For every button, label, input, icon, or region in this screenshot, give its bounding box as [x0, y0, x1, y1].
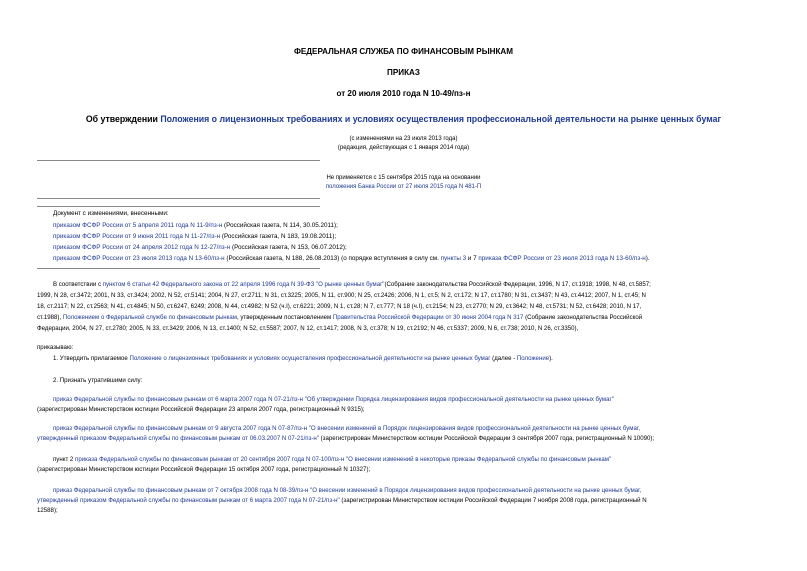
change-item: приказом ФСФР России от 5 апреля 2011 года N 11-9/пз-н (Российская газета, N 114, 30.05.2011);	[53, 222, 338, 229]
repealed-order-link[interactable]: приказ Федеральной службы по финансовым рынкам от 6 марта 2007 года N 07-21/пз-н "Об утверждении Порядка лицензирования видов профессиональной деятельности на рынке ценных бумаг"	[53, 396, 614, 403]
agency-name: ФЕДЕРАЛЬНАЯ СЛУЖБА ПО ФИНАНСОВЫМ РЫНКАМ	[293, 46, 514, 56]
edition-note-2: (редакция, действующая с 1 января 2014 года)	[337, 144, 470, 151]
basis-line: ст.1988), Положением о Федеральной службе по финансовым рынкам, утвержденным постановлением Правительства Российской Федерации от 30 июня 2004 года N 317 (Собрание законодательства Российской	[37, 314, 643, 321]
change-item: приказом ФСФР России от 24 апреля 2012 года N 12-27/пз-н (Российская газета, N 153, 06.07.2012);	[53, 244, 347, 251]
basis-line: В соответствии с пунктом 6 статьи 42 Федерального закона от 22 апреля 1996 года N 39-ФЗ "О рынке ценных бумаг"(Собрание законодательства Российской Федерации, 1996, N 17, ст.1918; 1998, N 48, ст.5857;	[53, 281, 651, 288]
not-applied-link[interactable]: положения Банка России от 27 июля 2015 года N 481-П	[325, 183, 482, 190]
change-link[interactable]: приказом ФСФР России от 24 апреля 2012 года N 12-27/пз-н	[53, 244, 231, 251]
regulation-short-link[interactable]: Положение	[516, 355, 550, 362]
change-link[interactable]: приказом ФСФР России от 5 апреля 2011 года N 11-9/пз-н	[53, 222, 223, 229]
regulation-link[interactable]: Положением о Федеральной службе по финансовым рынкам	[62, 314, 237, 321]
repealed-registration: утвержденный приказом Федеральной службы по финансовым рынкам от 06.03.2007 N 07-21/пз-н" (зарегистрирован Министерством юстиции Российской Федерации 3 сентября 2007 года, регистрационный N 10090);	[37, 435, 655, 442]
title-link[interactable]: Положения о лицензионных требованиях и условиях осуществления профессиональной деятельности на рынке ценных бумаг	[160, 114, 722, 124]
repealed-order-link[interactable]: утвержденный приказом Федеральной службы по финансовым рынкам от 6 марта 2007 года N 07-21/пз-н"	[37, 497, 340, 504]
divider	[37, 268, 320, 269]
changes-heading: Документ с изменениями, внесенными:	[53, 210, 169, 217]
basis-line: 18, ст.2117; N 22, ст.2563; N 41, ст.4845; N 50, ст.6247, 6249; 2008, N 44, ст.4982; N 52 (ч.I), ст.6221; 2009, N 1, ст.28; N 7, ст.777; N 18 (ч.I), ст.2154; N 23, ст.2770; N 29, ст.3642; N 48, ст.5731; N 52, ст.6428; 2010, N 17,	[37, 303, 642, 310]
repealed-order-link[interactable]: приказ Федеральной службы по финансовым рынкам от 9 августа 2007 года N 07-87/пз-н "О внесении изменений в Порядок лицензирования видов профессиональной деятельности на рынке ценных бумаг,	[53, 425, 641, 432]
divider	[37, 206, 320, 207]
change-item: приказом ФСФР России от 9 июня 2011 года N 11-27/пз-н (Российская газета, N 183, 19.08.2011);	[53, 233, 337, 240]
regulation-approve-link[interactable]: Положение о лицензионных требованиях и условиях осуществления профессиональной деятельности на рынке ценных бумаг	[129, 355, 491, 362]
repealed-order-link[interactable]: приказа Федеральной службы по финансовым рынкам от 20 сентября 2007 года N 07-100/пз-н "О внесении изменений в некоторые приказы Федеральной службы по финансовым рынкам"	[75, 456, 612, 463]
order-word: приказываю:	[37, 344, 74, 351]
page-title	[18, 114, 788, 124]
repealed-order-link[interactable]: приказ Федеральной службы по финансовым рынкам от 7 октября 2008 года N 08-39/пз-н "О внесении изменений в Порядок лицензирования видов профессиональной деятельности на рынке ценных бумаг,	[53, 487, 642, 494]
doc-type: ПРИКАЗ	[387, 67, 420, 77]
doc-date-number: от 20 июля 2010 года N 10-49/пз-н	[336, 88, 471, 98]
change-link[interactable]: пункты 3	[440, 255, 467, 262]
change-link[interactable]: приказа ФСФР России от 23 июля 2013 года N 13-60/пз-н	[478, 255, 646, 262]
edition-note-1: (с изменениями на 23 июля 2013 года)	[349, 135, 458, 142]
basis-law-link[interactable]: пунктом 6 статьи 42 Федерального закона от 22 апреля 1996 года N 39-ФЗ "О рынке ценных бумаг"	[102, 281, 385, 288]
repealed-registration: (зарегистрирован Министерством юстиции Российской Федерации 15 октября 2007 года, регистрационный N 10327);	[37, 466, 371, 473]
change-link[interactable]: приказом ФСФР России от 23 июля 2013 года N 13-60/пз-н	[53, 255, 225, 262]
divider	[37, 198, 320, 199]
item-1: 1. Утвердить прилагаемое Положение о лицензионных требованиях и условиях осуществления профессиональной деятельности на рынке ценных бумаг (далее - Положение).	[53, 355, 553, 362]
divider	[37, 160, 320, 161]
title-prefix: Об утверждении	[85, 114, 161, 124]
repealed-registration: (зарегистрирован Министерством юстиции Российской Федерации 23 апреля 2007 года, регистрационный N 9315);	[37, 406, 365, 413]
item-2: 2. Признать утратившими силу:	[53, 377, 143, 384]
repealed-item: пункт 2 приказа Федеральной службы по финансовым рынкам от 20 сентября 2007 года N 07-100/пз-н "О внесении изменений в некоторые приказы Федеральной службы по финансовым рынкам"	[53, 456, 612, 463]
basis-line: Федерации, 2004, N 27, ст.2780; 2005, N 33, ст.3429; 2006, N 13, ст.1400; N 52, ст.5587; 2007, N 12, ст.1417; 2008, N 3, ст.378; N 19, ст.2192; N 46, ст.5337; 2009, N 6, ст.738; 2010, N 26, ст.3350),	[37, 325, 579, 332]
change-link[interactable]: приказом ФСФР России от 9 июня 2011 года N 11-27/пз-н	[53, 233, 221, 240]
not-applied-note: Не применяется с 15 сентября 2015 года на основании	[326, 174, 481, 181]
repealed-registration: 12588);	[37, 507, 58, 514]
basis-line: 1999, N 28, ст.3472; 2001, N 33, ст.3424; 2002, N 52, ст.5141; 2004, N 27, ст.2711; N 31, ст.3225; 2005, N 11, ст.900; N 25, ст.2426; 2006, N 1, ст.5; N 2, ст.172; N 17, ст.1780; N 31, ст.3437; N 43, ст.4412; 2007, N 1, ст.45; N	[37, 292, 646, 299]
government-resolution-link[interactable]: Правительства Российской Федерации от 30 июня 2004 года N 317	[332, 314, 524, 321]
change-item: приказом ФСФР России от 23 июля 2013 года N 13-60/пз-н (Российская газета, N 188, 26.08.2013) (о порядке вступления в силу см. пункты 3 и 7 приказа ФСФР России от 23 июля 2013 года N 13-60/пз-н).	[53, 255, 650, 262]
repealed-registration: утвержденный приказом Федеральной службы по финансовым рынкам от 6 марта 2007 года N 07-21/пз-н" (зарегистрирован Министерством юстиции Российской Федерации 7 ноября 2008 года, регистрационный N	[37, 497, 647, 504]
repealed-order-link[interactable]: утвержденный приказом Федеральной службы по финансовым рынкам от 06.03.2007 N 07-21/пз-н"	[37, 435, 319, 442]
